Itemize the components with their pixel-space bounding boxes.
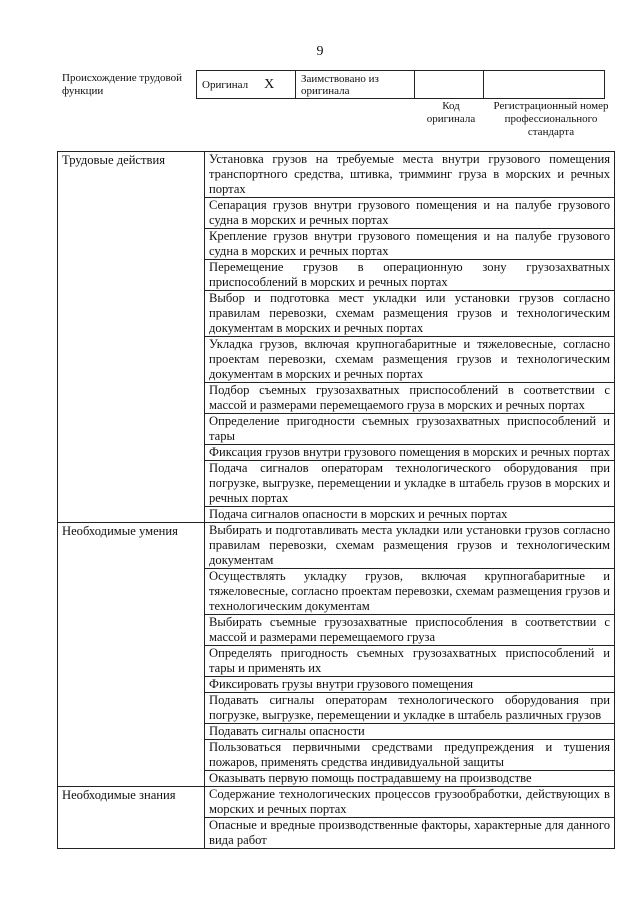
section-title: Трудовые действия (58, 152, 205, 523)
section-item: Подавать сигналы опасности (205, 724, 615, 740)
section-item: Определять пригодность съемных грузозахватных приспособлений и тары и применять их (205, 646, 615, 677)
section-item: Перемещение грузов в операционную зону грузозахватных приспособлений в морских и речных портах (205, 260, 615, 291)
borrowed-cell: Заимствовано из оригинала (296, 71, 415, 99)
code-cell (415, 71, 484, 99)
code-note: Код оригинала (426, 100, 476, 125)
section-item: Подбор съемных грузозахватных приспособлений в соответствии с массой и размерами перемещаемого груза в морских и речных портах (205, 383, 615, 414)
section-item: Крепление грузов внутри грузового помещения и на палубе грузового судна в морских и речных портах (205, 229, 615, 260)
section-item: Сепарация грузов внутри грузового помещения и на палубе грузового судна в морских и речных портах (205, 198, 615, 229)
section-item: Установка грузов на требуемые места внутри грузового помещения транспортного средства, штивка, тримминг груза в морских и речных портах (205, 152, 615, 198)
section-item: Осуществлять укладку грузов, включая крупногабаритные и тяжеловесные, согласно проектам перевозки, схемам размещения грузов и технологическим документам (205, 569, 615, 615)
section-item: Выбор и подготовка мест укладки или установки грузов согласно правилам перевозки, схемам размещения грузов и технологическим документам в морских и речных портах (205, 291, 615, 337)
section-item: Содержание технологических процессов грузообработки, действующих в морских и речных портах (205, 787, 615, 818)
reg-number-note: Регистрационный номер профессионального стандарта (493, 100, 609, 138)
section-item: Фиксация грузов внутри грузового помещения в морских и речных портах (205, 445, 615, 461)
original-mark: X (264, 76, 275, 92)
original-label: Оригинал (202, 78, 249, 91)
section-item: Пользоваться первичными средствами предупреждения и тушения пожаров, применять средства индивидуальной защиты (205, 740, 615, 771)
table-row (58, 523, 615, 569)
section-item: Оказывать первую помощь пострадавшему на производстве (205, 771, 615, 787)
table-row (58, 152, 615, 198)
section-item: Выбирать и подготавливать места укладки или установки грузов согласно правилам перевозки, схемам размещения грузов и технологическим документам (205, 523, 615, 569)
table-row (58, 787, 615, 818)
reg-number-cell (484, 71, 605, 99)
origin-table (196, 70, 605, 99)
section-title: Необходимые знания (58, 787, 205, 849)
section-item: Выбирать съемные грузозахватные приспособления в соответствии с массой и размерами перемещаемого груза (205, 615, 615, 646)
page-number: 9 (316, 44, 324, 59)
function-table (57, 151, 615, 849)
section-item: Фиксировать грузы внутри грузового помещения (205, 677, 615, 693)
section-item: Укладка грузов, включая крупногабаритные и тяжеловесные, согласно проектам перевозки, схемам размещения грузов и технологическим документам в морских и речных портах (205, 337, 615, 383)
section-item: Опасные и вредные производственные факторы, характерные для данного вида работ (205, 818, 615, 849)
section-item: Определение пригодности съемных грузозахватных приспособлений и тары (205, 414, 615, 445)
original-cell (197, 71, 296, 99)
section-item: Подача сигналов операторам технологического оборудования при погрузке, выгрузке, перемещении и укладке в штабель грузов в морских и речных портах (205, 461, 615, 507)
section-item: Подача сигналов опасности в морских и речных портах (205, 507, 615, 523)
origin-label: Происхождение трудовой функции (62, 72, 183, 97)
section-item: Подавать сигналы операторам технологического оборудования при погрузке, выгрузке, перемещении и укладке в штабель различных грузов (205, 693, 615, 724)
section-title: Необходимые умения (58, 523, 205, 787)
